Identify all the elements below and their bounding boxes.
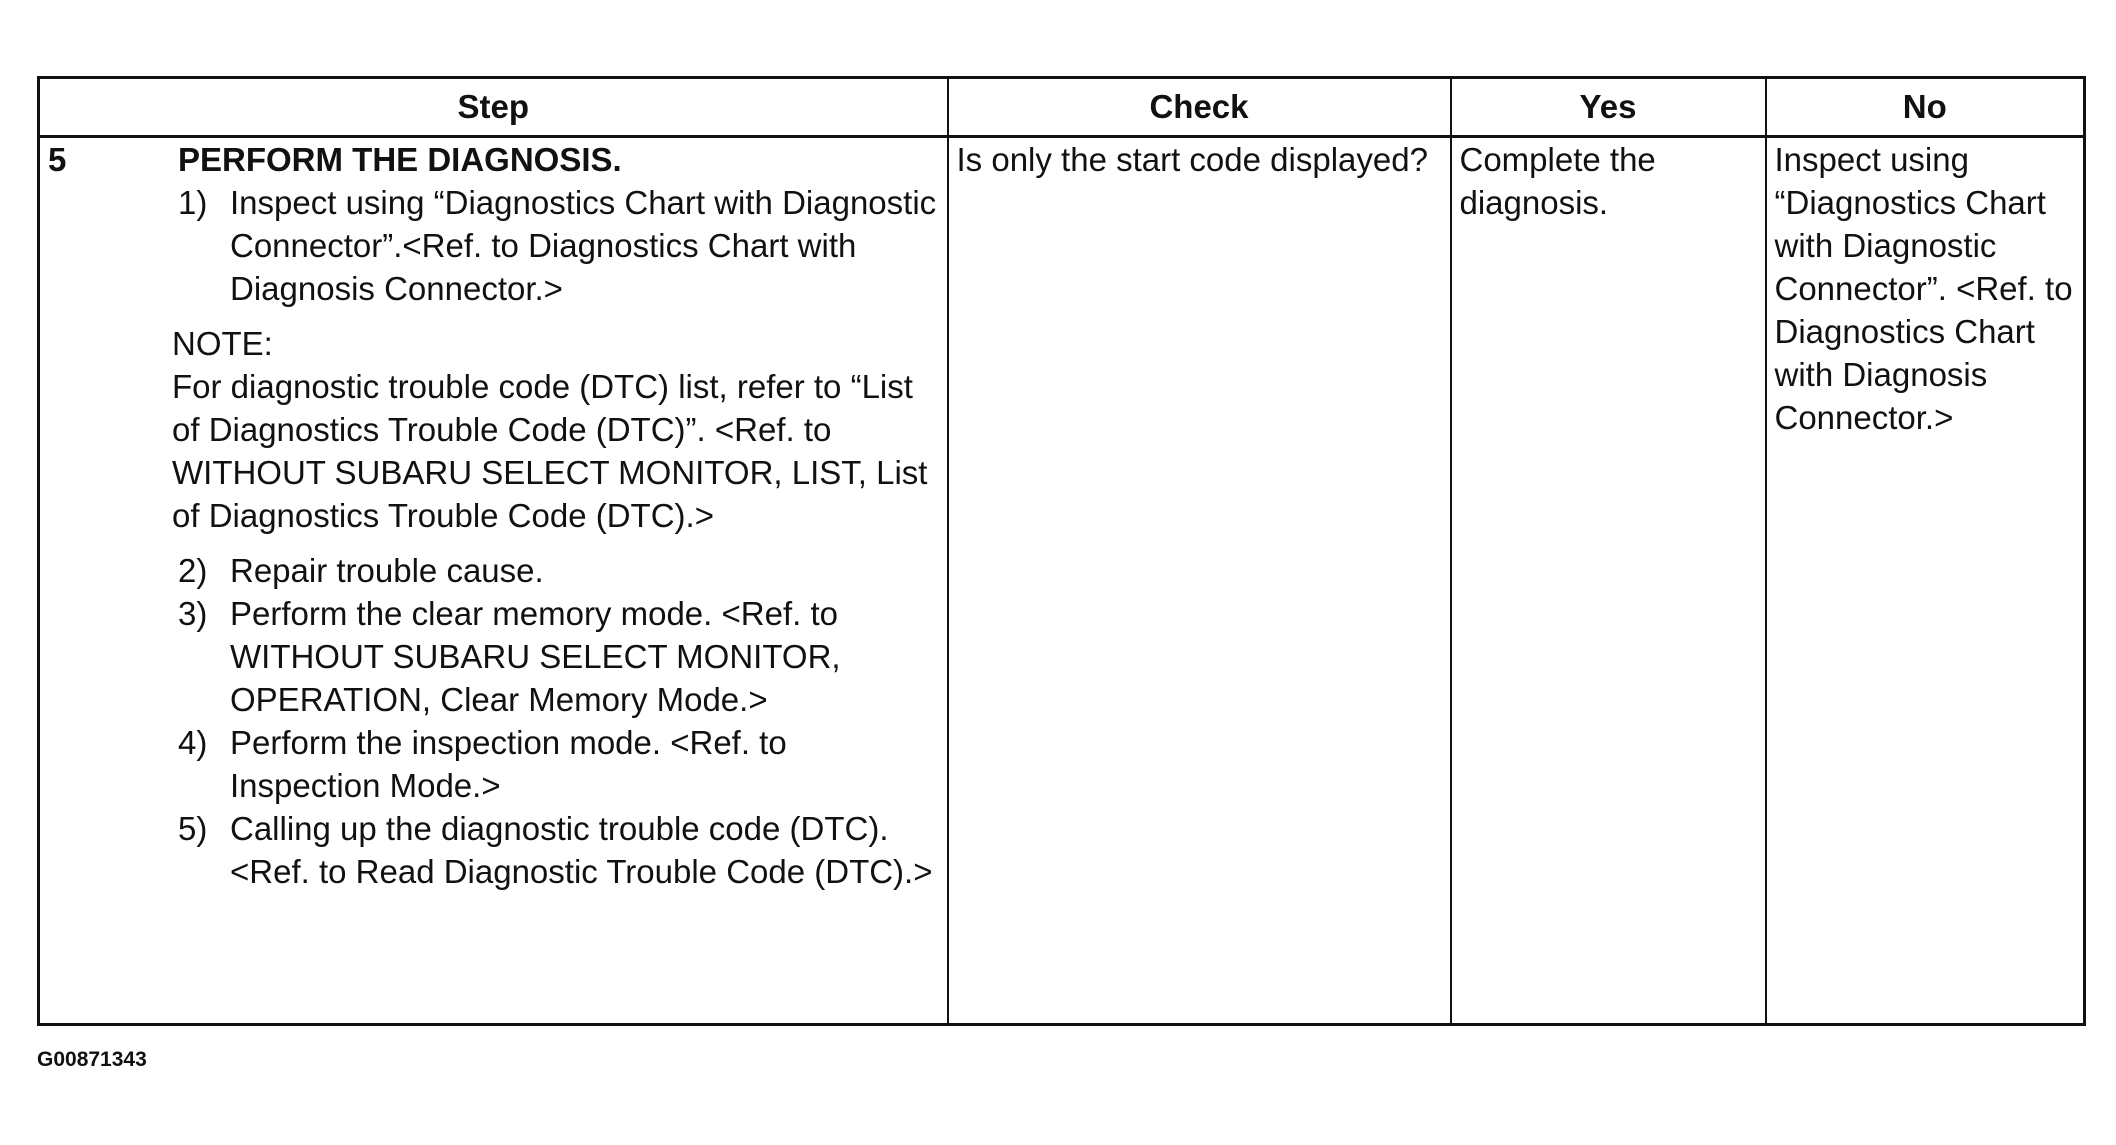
step-title: PERFORM THE DIAGNOSIS. bbox=[178, 141, 622, 178]
yes-cell bbox=[1451, 137, 1766, 1025]
step-item-text: Perform the inspection mode. <Ref. to Inspection Mode.> bbox=[230, 724, 787, 804]
step-item-number: 3) bbox=[178, 595, 208, 632]
diagnosis-table bbox=[37, 76, 2086, 1026]
step-item-text: Perform the clear memory mode. <Ref. to WITHOUT SUBARU SELECT MONITOR, OPERATION, Clear Memory Mode.> bbox=[230, 595, 841, 718]
step-number: 5 bbox=[48, 141, 67, 178]
yes-text: Complete the diagnosis. bbox=[1459, 141, 1656, 221]
step-list-after-note bbox=[178, 549, 937, 893]
no-cell bbox=[1766, 137, 2085, 1025]
step-item-text: Repair trouble cause. bbox=[230, 552, 544, 589]
step-item-number: 2) bbox=[178, 552, 208, 589]
step-cell bbox=[39, 137, 948, 1025]
step-item-number: 1) bbox=[178, 184, 208, 221]
check-text: Is only the start code displayed? bbox=[956, 141, 1428, 178]
step-list-before-note bbox=[178, 181, 937, 310]
note-label: NOTE: bbox=[172, 325, 273, 362]
step-item-text: Calling up the diagnostic trouble code (DTC). <Ref. to Read Diagnostic Trouble Code (DTC).> bbox=[230, 810, 933, 890]
figure-id: G00871343 bbox=[37, 1048, 147, 1071]
table-row bbox=[39, 137, 2085, 1025]
header-step: Step bbox=[39, 78, 948, 137]
step-item-number: 4) bbox=[178, 724, 208, 761]
step-item bbox=[178, 807, 937, 893]
header-check: Check bbox=[948, 78, 1451, 137]
header-no: No bbox=[1766, 78, 2085, 137]
check-cell bbox=[948, 137, 1451, 1025]
step-item bbox=[178, 721, 937, 807]
step-item-text: Inspect using “Diagnostics Chart with Diagnostic Connector”.<Ref. to Diagnostics Chart with Diagnosis Connector.> bbox=[230, 184, 937, 307]
step-item-number: 5) bbox=[178, 810, 208, 847]
step-item bbox=[178, 592, 937, 721]
step-item bbox=[178, 181, 937, 310]
note-text: For diagnostic trouble code (DTC) list, refer to “List of Diagnostics Trouble Code (DTC)”. <Ref. to WITHOUT SUBARU SELECT MONITOR, LIST, List of Diagnostics Trouble Code (DTC).> bbox=[172, 368, 928, 534]
step-body bbox=[172, 138, 947, 893]
table-header-row bbox=[39, 78, 2085, 137]
step-item bbox=[178, 549, 937, 592]
note-block bbox=[172, 322, 937, 537]
header-yes: Yes bbox=[1451, 78, 1766, 137]
no-text: Inspect using “Diagnostics Chart with Diagnostic Connector”. <Ref. to Diagnostics Chart with Diagnosis Connector.> bbox=[1774, 141, 2073, 436]
